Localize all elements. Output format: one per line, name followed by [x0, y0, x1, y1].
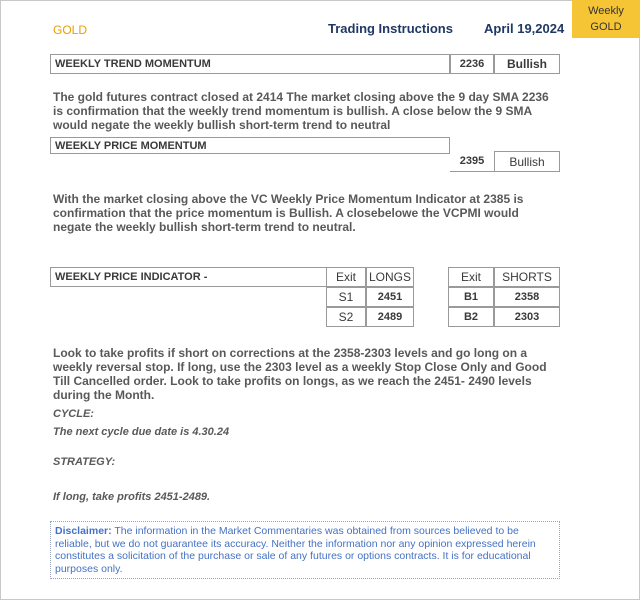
price-indicator-label: WEEKLY PRICE INDICATOR -	[50, 267, 326, 287]
price-momentum-value: 2395	[450, 151, 494, 172]
report-date: April 19,2024	[484, 21, 565, 36]
badge-line-gold: GOLD	[590, 21, 622, 33]
badge-line-weekly: Weekly	[588, 5, 624, 17]
page-title: Trading Instructions	[328, 21, 453, 36]
price-momentum-status: Bullish	[494, 151, 560, 172]
shorts-exit-b1: B1	[448, 287, 494, 307]
trend-momentum-text: The gold futures contract closed at 2414 The market closing above the 9 day SMA 2236 is confirmation that the weekly trend momentum is bullish. A close below the 9 SMA would negate the weekly bullish short-term trend to neutral	[53, 90, 549, 132]
disclaimer-label: Disclaimer:	[55, 525, 112, 537]
strategy-text: If long, take profits 2451-2489.	[53, 491, 211, 503]
shorts-value-b1: 2358	[494, 287, 560, 307]
longs-exit-s1: S1	[326, 287, 366, 307]
trend-momentum-value: 2236	[450, 54, 494, 74]
cycle-text: The next cycle due date is 4.30.24	[53, 426, 230, 438]
longs-exit-s2: S2	[326, 307, 366, 327]
longs-header: LONGS	[366, 267, 414, 287]
price-momentum-text: With the market closing above the VC Weekly Price Momentum Indicator at 2385 is confirmation that the price momentum is Bullish. A closebelowe the VCPMI would negate the weekly bullish short-term trend to neutral.	[53, 192, 524, 234]
trading-advice-text: Look to take profits if short on corrections at the 2358-2303 levels and go long on a weekly reversal stop. If long, use the 2303 level as a weekly Stop Close Only and Good Till Cancelled order. Look to take profits on longs, as we reach the 2451- 2490 levels during the Month.	[53, 346, 547, 402]
trend-momentum-status: Bullish	[494, 54, 560, 74]
longs-value-s2: 2489	[366, 307, 414, 327]
shorts-exit-b2: B2	[448, 307, 494, 327]
longs-exit-header: Exit	[326, 267, 366, 287]
disclaimer-text: The information in the Market Commentaries was obtained from sources believed to be reliable, but we do not guarantee its accuracy. Neither the information nor any opinion expressed herein constitutes a solicitation of the purchase or sale of any futures or options contracts. It is for educational purposes only.	[55, 525, 536, 575]
shorts-value-b2: 2303	[494, 307, 560, 327]
commodity-label: GOLD	[53, 23, 88, 37]
weekly-gold-badge	[572, 0, 640, 38]
strategy-label: STRATEGY:	[53, 456, 116, 468]
longs-value-s1: 2451	[366, 287, 414, 307]
price-momentum-label: WEEKLY PRICE MOMENTUM	[50, 137, 450, 154]
trend-momentum-label: WEEKLY TREND MOMENTUM	[50, 54, 450, 74]
shorts-exit-header: Exit	[448, 267, 494, 287]
disclaimer-box	[50, 521, 560, 579]
cycle-label: CYCLE:	[53, 408, 94, 420]
shorts-header: SHORTS	[494, 267, 560, 287]
